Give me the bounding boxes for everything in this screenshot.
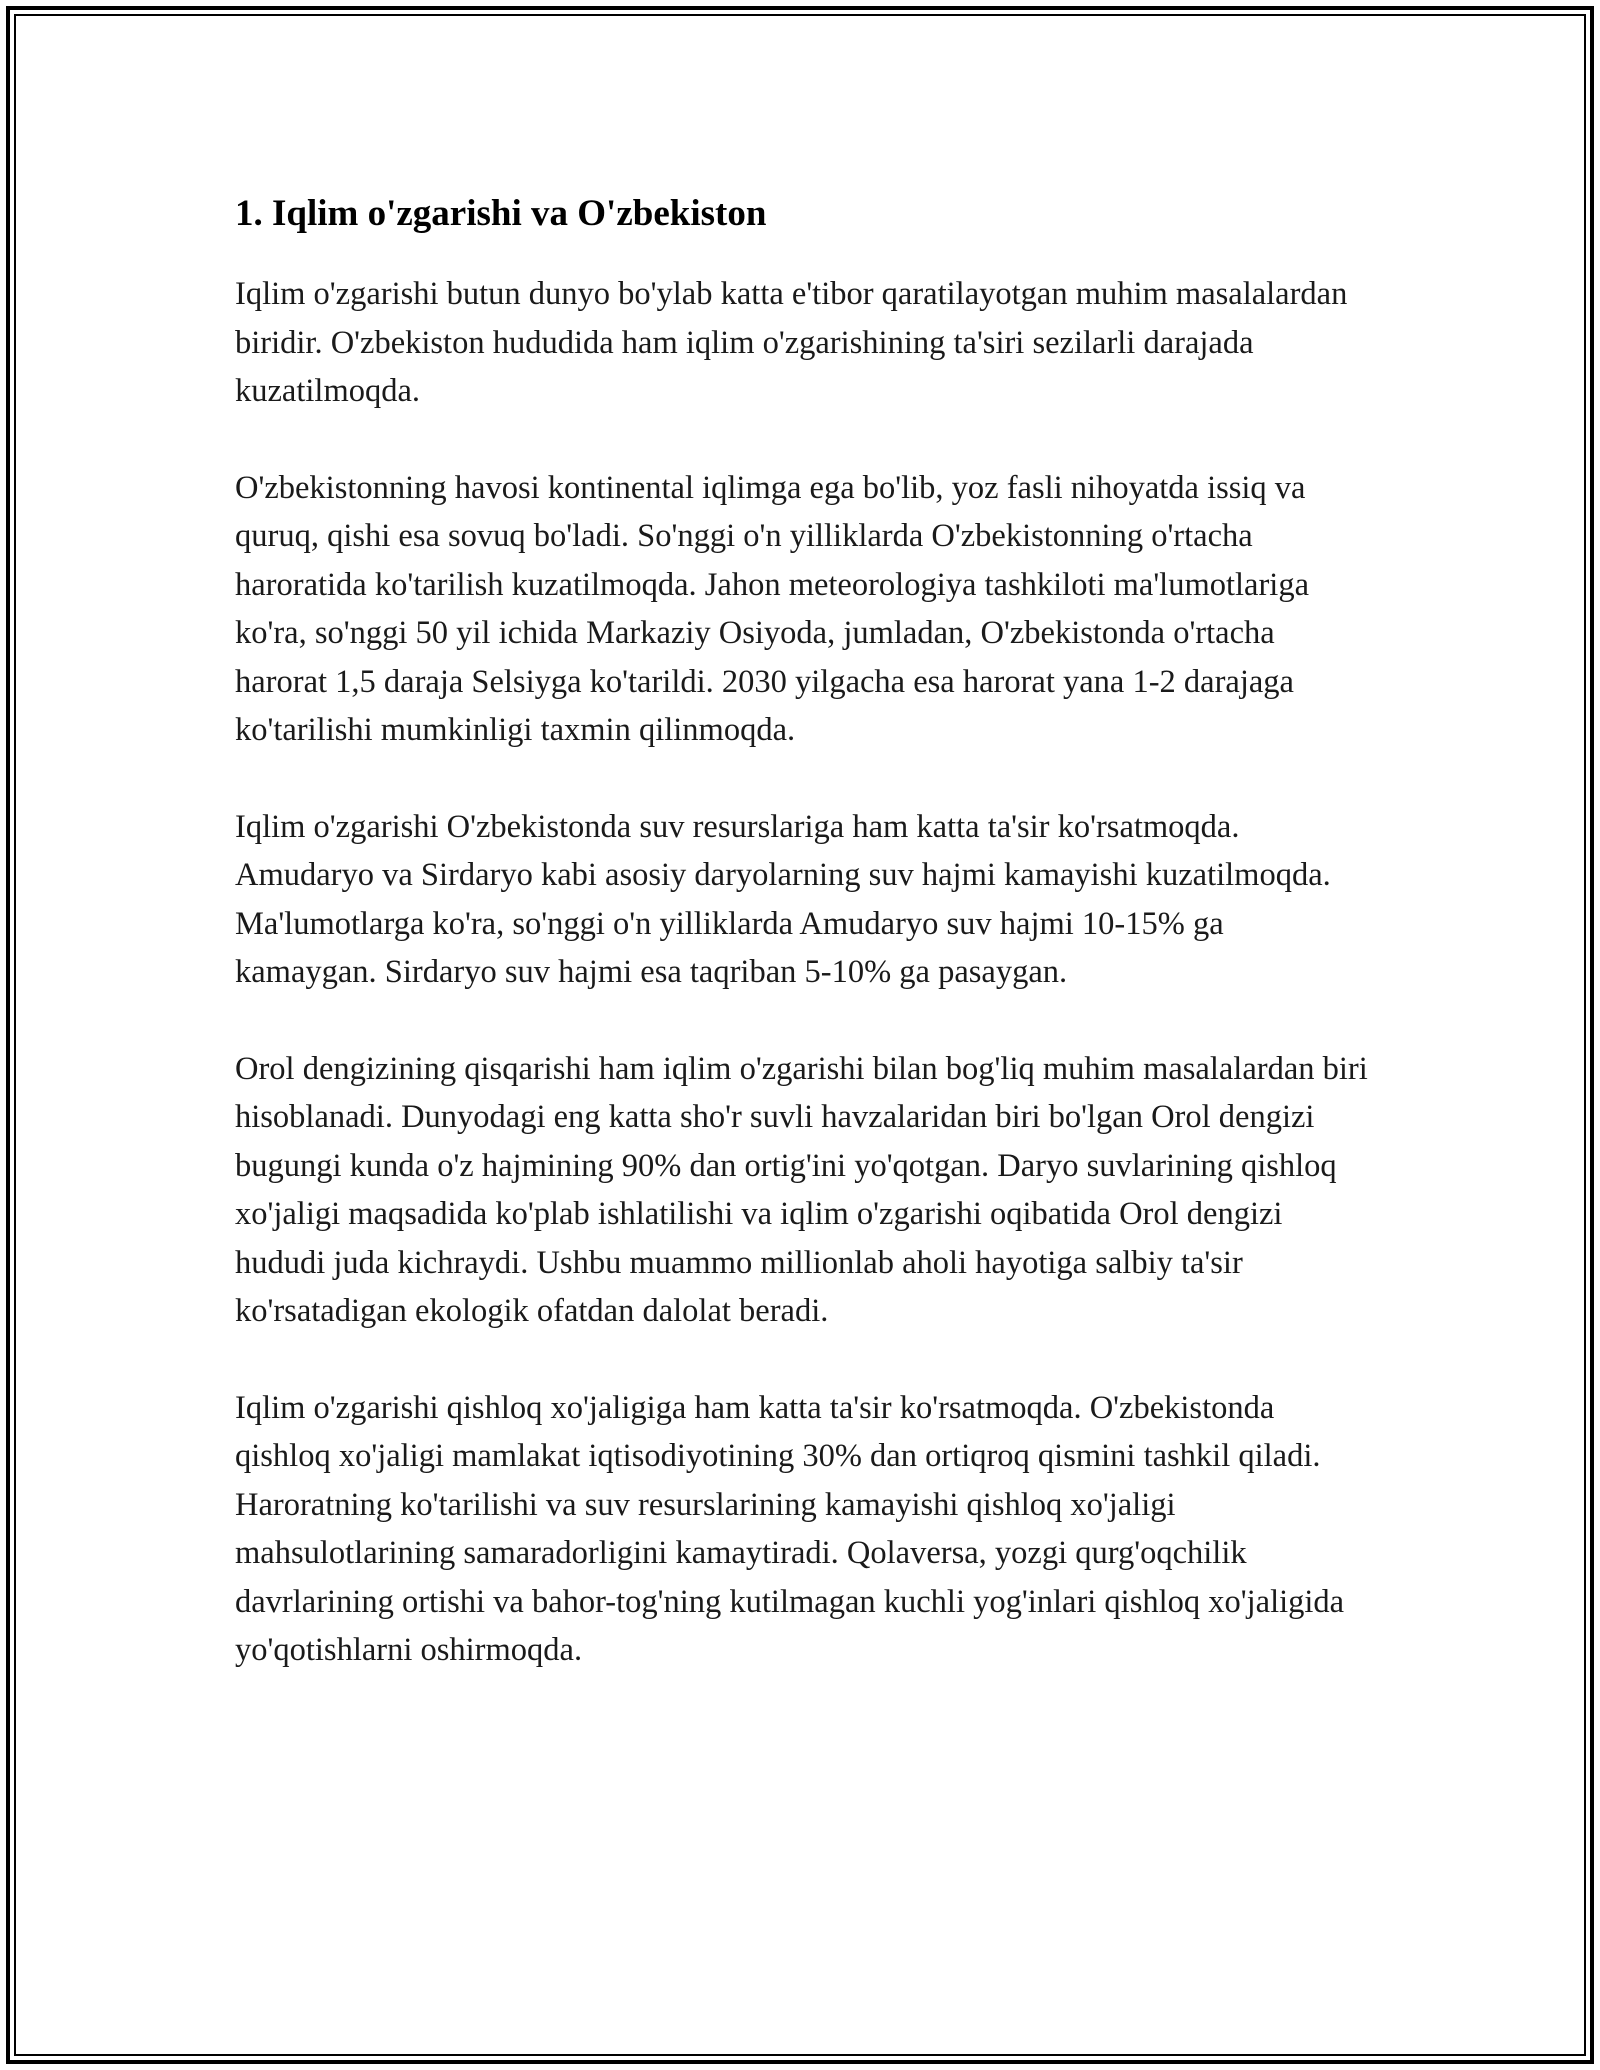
paragraph-aral-sea: Orol dengizining qisqarishi ham iqlim o'zgarishi bilan bog'liq muhim masalalardan biri hisoblanadi. Dunyodagi eng katta sho'r suvli havzalaridan biri bo'lgan Orol dengizi bugungi kunda o'z hajmining 90% dan ortig'ini yo'qotgan. Daryo suvlarining qishloq xo'jaligi maqsadida ko'plab ishlatilishi va iqlim o'zgarishi oqibatida Orol dengizi hududi juda kichraydi. Ushbu muammo millionlab aholi hayotiga salbiy ta'sir ko'rsatadigan ekologik ofatdan dalolat beradi. [235, 1050, 1368, 1329]
paragraph-agriculture: Iqlim o'zgarishi qishloq xo'jaligiga ham katta ta'sir ko'rsatmoqda. O'zbekistonda qishloq xo'jaligi mamlakat iqtisodiyotining 30% dan ortiqroq qismini tashkil qiladi. Haroratning ko'tarilishi va suv resurslarining kamayishi qishloq xo'jaligi mahsulotlarining samaradorligini kamaytiradi. Qolaversa, yozgi qurg'oqchilik davrlarining ortishi va bahor-tog'ning kutilmagan kuchli yog'inlari qishloq xo'jaligida yo'qotishlarni oshirmoqda. [235, 1389, 1345, 1668]
section-title: 1. Iqlim o'zgarishi va O'zbekiston [235, 193, 767, 234]
paragraph-intro: Iqlim o'zgarishi butun dunyo bo'ylab katta e'tibor qaratilayotgan muhim masalalardan biridir. O'zbekiston hududida ham iqlim o'zgarishining ta'siri sezilarli darajada kuzatilmoqda. [235, 276, 1348, 409]
document-body [235, 186, 1370, 1675]
paragraph-water-resources: Iqlim o'zgarishi O'zbekistonda suv resurslariga ham katta ta'sir ko'rsatmoqda. Amudaryo va Sirdaryo kabi asosiy daryolarning suv hajmi kamayishi kuzatilmoqda. Ma'lumotlarga ko'ra, so'nggi o'n yilliklarda Amudaryo suv hajmi 10-15% ga kamaygan. Sirdaryo suv hajmi esa taqriban 5-10% ga pasaygan. [235, 808, 1331, 990]
paragraph-temperature: O'zbekistonning havosi kontinental iqlimga ega bo'lib, yoz fasli nihoyatda issiq va quruq, qishi esa sovuq bo'ladi. So'nggi o'n yilliklarda O'zbekistonning o'rtacha haroratida ko'tarilish kuzatilmoqda. Jahon meteorologiya tashkiloti ma'lumotlariga ko'ra, so'nggi 50 yil ichida Markaziy Osiyoda, jumladan, O'zbekistonda o'rtacha harorat 1,5 daraja Selsiyga ko'tarildi. 2030 yilgacha esa harorat yana 1-2 darajaga ko'tarilishi mumkinligi taxmin qilinmoqda. [235, 469, 1310, 748]
